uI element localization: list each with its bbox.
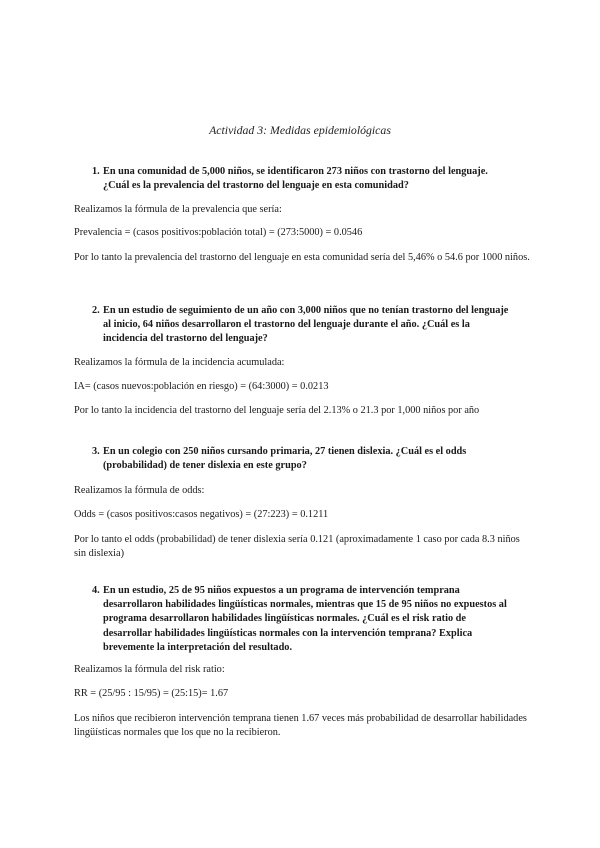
section-1-intro: Realizamos la fórmula de la prevalencia que sería: [74,204,282,215]
section-4-intro: Realizamos la fórmula del risk ratio: [74,664,225,675]
question-text: En una comunidad de 5,000 niños, se identificaron 273 niños con trastorno del lenguaje. ¿Cuál es la prevalencia del trastorno del lenguaje en esta comunidad? [103,166,488,192]
question-4 [92,584,512,655]
section-2-intro: Realizamos la fórmula de la incidencia acumulada: [74,357,285,368]
question-2 [92,304,512,347]
question-3 [92,445,512,473]
page-title: Actividad 3: Medidas epidemiológicas [209,123,391,137]
section-2-conclusion: Por lo tanto la incidencia del trastorno del lenguaje sería del 2.13% o 21.3 por 1,000 niños por año [74,405,480,416]
question-text: En un estudio, 25 de 95 niños expuestos a un programa de intervención temprana desarrollaron habilidades lingüísticas normales, mientras que 15 de 95 niños no expuestos al programa desarrollaron habilidades lingüísticas normales. ¿Cuál es el risk ratio de desarrollar habilidades lingüísticas normales con la intervención temprana? Explica brevemente la interpretación del resultado. [103,585,507,653]
question-number: 3. [92,446,100,457]
question-1 [92,165,512,193]
question-number: 1. [92,166,100,177]
section-3-formula: Odds = (casos positivos:casos negativos) = (27:223) = 0.1211 [74,509,329,520]
section-1-formula: Prevalencia = (casos positivos:población total) = (273:5000) = 0.0546 [74,227,363,238]
question-text: En un estudio de seguimiento de un año con 3,000 niños que no tenían trastorno del lenguaje al inicio, 64 niños desarrollaron el trastorno del lenguaje durante el año. ¿Cuál es la incidencia del trastorno del lenguaje? [103,305,509,345]
section-3-intro: Realizamos la fórmula de odds: [74,485,205,496]
section-2-formula: IA= (casos nuevos:población en riesgo) = (64:3000) = 0.0213 [74,381,329,392]
question-number: 4. [92,585,100,596]
question-number: 2. [92,305,100,316]
section-4-conclusion: Los niños que recibieron intervención temprana tienen 1.67 veces más probabilidad de desarrollar habilidades lingüísticas normales que los que no la recibieron. [74,713,527,739]
question-text: En un colegio con 250 niños cursando primaria, 27 tienen dislexia. ¿Cuál es el odds (probabilidad) de tener dislexia en este grupo? [103,446,467,472]
section-4-formula: RR = (25/95 : 15/95) = (25:15)= 1.67 [74,688,229,699]
section-3-conclusion: Por lo tanto el odds (probabilidad) de tener dislexia sería 0.121 (aproximadamente 1 caso por cada 8.3 niños sin dislexia) [74,534,520,560]
section-1-conclusion: Por lo tanto la prevalencia del trastorno del lenguaje en esta comunidad sería del 5,46% o 54.6 por 1000 niños. [74,252,530,263]
